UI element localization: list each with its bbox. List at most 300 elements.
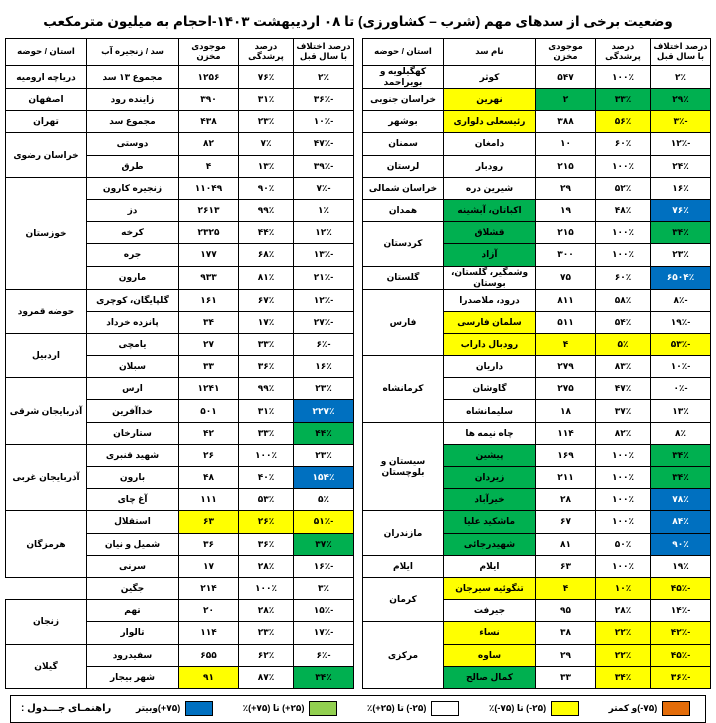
cell-diff-left: ۱۳٪ [651,400,711,422]
column-gap [354,356,363,378]
column-gap [354,111,363,133]
legend-swatch [551,701,579,716]
cell-province-left: ایلام [363,555,444,577]
column-gap [354,400,363,422]
legend-swatch [309,701,337,716]
cell-diff-left: -۱۹٪ [651,311,711,333]
cell-dam-right: بارون [87,467,179,489]
cell-dam-right: دوستی [87,133,179,155]
cell-diff-right: ۱۲٪ [294,222,354,244]
table-row [6,555,711,577]
table-row [6,622,711,644]
column-gap [354,266,363,289]
cell-dam-left: جیرفت [444,600,536,622]
table-row [6,644,711,666]
cell-diff-right: ۱۵۴٪ [294,467,354,489]
cell-volume-left: ۲ [536,89,596,111]
column-gap [354,422,363,444]
cell-fill-right: ۲۳٪ [239,111,294,133]
table-row [6,400,711,422]
cell-volume-left: ۳۸ [536,622,596,644]
cell-volume-left: ۱۱۴ [536,422,596,444]
cell-diff-right: -۶٪ [294,333,354,355]
cell-volume-right: ۱۱۴ [179,622,239,644]
cell-dam-left: سلیمانشاه [444,400,536,422]
cell-diff-left: ۳۴٪ [651,444,711,466]
col-diff-left: درصد اختلاف با سال قبل [651,39,711,66]
cell-volume-right: ۲۳۲۵ [179,222,239,244]
cell-province-left: فارس [363,289,444,356]
cell-diff-left: ۸٪ [651,422,711,444]
col-dam-left: نام سد [444,39,536,66]
cell-dam-right: یامچی [87,333,179,355]
cell-volume-right: ۲۶ [179,444,239,466]
legend-item [609,701,691,716]
cell-diff-left: -۴۵٪ [651,644,711,666]
cell-dam-left: تنگوئیه سیرجان [444,577,536,599]
cell-fill-right: ۱۰۰٪ [239,444,294,466]
cell-province-right: اصفهان [6,89,87,111]
cell-diff-right: ۲۳٪ [294,378,354,400]
cell-fill-left: ۱۰۰٪ [596,489,651,511]
cell-fill-left: ۱۰۰٪ [596,555,651,577]
cell-province-right: هرمزگان [6,511,87,578]
cell-diff-right: ۲٪ [294,66,354,89]
cell-dam-right: جگین [87,577,179,599]
cell-fill-right: ۲۳٪ [239,622,294,644]
cell-fill-right: ۲۸٪ [239,600,294,622]
cell-fill-right: ۳۳٪ [239,333,294,355]
cell-fill-right: ۹۹٪ [239,378,294,400]
cell-fill-right: ۱۷٪ [239,311,294,333]
cell-fill-left: ۳۳٪ [596,89,651,111]
cell-dam-left: نهرین [444,89,536,111]
cell-volume-right: ۱۶۱ [179,289,239,311]
cell-province-left: گلستان [363,266,444,289]
cell-diff-right: ۱۶٪ [294,356,354,378]
table-row [6,199,711,221]
cell-dam-right: جره [87,244,179,266]
cell-diff-left: ۶۵۰۴٪ [651,266,711,289]
cell-fill-right: ۴۰٪ [239,467,294,489]
table-row [6,155,711,177]
cell-dam-left: سلمان فارسی [444,311,536,333]
legend-label: (۲۵-) تا (۲۵+)٪ [366,703,427,714]
cell-dam-right: سبلان [87,356,179,378]
cell-diff-right: -۱۲٪ [294,289,354,311]
cell-province-left: کرمان [363,577,444,621]
cell-fill-right: ۳۶٪ [239,533,294,555]
cell-dam-left: ساوه [444,644,536,666]
col-province-right: استان / حوضه [6,39,87,66]
cell-dam-left: شهیدرجائی [444,533,536,555]
col-fill-right: درصد پرشدگی [239,39,294,66]
cell-fill-right: ۹۹٪ [239,199,294,221]
cell-diff-right: -۷٪ [294,177,354,199]
cell-province-left: سیستان و بلوچستان [363,422,444,511]
legend-item [136,701,213,716]
cell-volume-right: ۲۷ [179,333,239,355]
cell-volume-left: ۲۸ [536,489,596,511]
cell-fill-left: ۵۶٪ [596,111,651,133]
cell-volume-left: ۸۱۱ [536,289,596,311]
cell-diff-right: -۶٪ [294,644,354,666]
column-gap [354,311,363,333]
dam-status-table [5,38,711,689]
col-volume-right: موجودی مخزن [179,39,239,66]
cell-volume-left: ۵۱۱ [536,311,596,333]
cell-diff-right: -۱۶٪ [294,555,354,577]
column-gap [354,155,363,177]
column-gap [354,577,363,599]
cell-diff-right: -۵۱٪ [294,511,354,533]
cell-volume-left: ۳۳ [536,666,596,688]
cell-dam-left: رئیسعلی دلواری [444,111,536,133]
cell-fill-left: ۶۰٪ [596,266,651,289]
legend-item [243,701,338,716]
cell-fill-right: ۷٪ [239,133,294,155]
legend-swatch [662,701,690,716]
cell-dam-left: رودبار [444,155,536,177]
cell-fill-right: ۷۶٪ [239,66,294,89]
cell-volume-right: ۱۷۷ [179,244,239,266]
cell-volume-left: ۲۹ [536,644,596,666]
cell-volume-right: ۴۲ [179,422,239,444]
cell-diff-right: ۴۴٪ [294,422,354,444]
col-province-left: استان / حوضه [363,39,444,66]
cell-dam-left: دامغان [444,133,536,155]
column-gap [354,39,363,66]
cell-diff-right: ۲۲۷٪ [294,400,354,422]
cell-province-right: حوضه قمرود [6,289,87,333]
column-gap [354,644,363,666]
table-row [6,489,711,511]
cell-volume-left: ۱۶۹ [536,444,596,466]
cell-volume-right: ۹۳۳ [179,266,239,289]
cell-diff-left: -۳٪ [651,111,711,133]
cell-province-right: آذربایجان غربی [6,444,87,511]
cell-diff-right: ۳۷٪ [294,533,354,555]
cell-diff-left: -۵۳٪ [651,333,711,355]
cell-diff-left: ۱۹٪ [651,555,711,577]
table-row [6,266,711,289]
cell-fill-left: ۲۸٪ [596,600,651,622]
cell-volume-right: ۳۹۰ [179,89,239,111]
column-gap [354,600,363,622]
table-row [6,467,711,489]
cell-volume-right: ۳۳ [179,356,239,378]
cell-fill-left: ۲۲٪ [596,644,651,666]
col-volume-left: موجودی مخزن [536,39,596,66]
table-row [6,600,711,622]
cell-volume-left: ۶۳ [536,555,596,577]
cell-dam-right: طرق [87,155,179,177]
cell-diff-left: ۳۴٪ [651,222,711,244]
legend-items [121,701,705,716]
column-gap [354,555,363,577]
cell-diff-right: -۳۹٪ [294,155,354,177]
cell-dam-right: شهید قنبری [87,444,179,466]
cell-province-left: همدان [363,199,444,221]
cell-fill-right: ۳۶٪ [239,356,294,378]
cell-dam-left: کوثر [444,66,536,89]
cell-fill-right: ۳۱٪ [239,400,294,422]
cell-dam-right: زنجیره کارون [87,177,179,199]
cell-dam-left: گاوشان [444,378,536,400]
cell-volume-right: ۴۸ [179,467,239,489]
cell-volume-right: ۴ [179,155,239,177]
cell-fill-right: ۲۶٪ [239,511,294,533]
legend-swatch [185,701,213,716]
cell-dam-right: ستارخان [87,422,179,444]
cell-dam-right: مجموع ۱۳ سد [87,66,179,89]
column-gap [354,89,363,111]
cell-fill-left: ۲۲٪ [596,622,651,644]
cell-province-left: لرستان [363,155,444,177]
cell-dam-left: زیردان [444,467,536,489]
cell-fill-right: ۳۱٪ [239,89,294,111]
cell-diff-left: -۳۶٪ [651,666,711,688]
cell-fill-left: ۸۳٪ [596,356,651,378]
cell-dam-right: ارس [87,378,179,400]
cell-fill-left: ۴۸٪ [596,199,651,221]
table-row [6,133,711,155]
cell-diff-left: ۸۴٪ [651,511,711,533]
cell-fill-right: ۵۳٪ [239,489,294,511]
cell-dam-right: سرنی [87,555,179,577]
cell-volume-left: ۲۱۱ [536,467,596,489]
cell-province-right: آذربایجان شرقی [6,378,87,445]
legend-title: راهنمـای جـــدول : [21,703,112,715]
table-body [6,66,711,689]
cell-diff-right: ۳۴٪ [294,666,354,688]
table-row [6,378,711,400]
cell-diff-left: ۳۴٪ [651,467,711,489]
cell-volume-left: ۹۵ [536,600,596,622]
cell-dam-left: ماشکید علیا [444,511,536,533]
header-row [6,39,711,66]
cell-volume-left: ۱۰ [536,133,596,155]
cell-volume-right: ۴۳۸ [179,111,239,133]
col-diff-right: درصد اختلاف با سال قبل [294,39,354,66]
cell-volume-right: ۲۱۴ [179,577,239,599]
cell-fill-left: ۱۰۰٪ [596,66,651,89]
cell-fill-left: ۴۷٪ [596,378,651,400]
cell-dam-right: مجموع سد [87,111,179,133]
cell-diff-left: ۲۴٪ [651,155,711,177]
cell-fill-left: ۵۸٪ [596,289,651,311]
legend-swatch [431,701,459,716]
cell-province-left: مازندران [363,511,444,555]
cell-dam-right: دز [87,199,179,221]
cell-diff-right: -۱۷٪ [294,622,354,644]
cell-fill-right: ۱۰۰٪ [239,577,294,599]
cell-province-left: خراسان شمالی [363,177,444,199]
table-row [6,311,711,333]
cell-diff-right: -۱۰٪ [294,111,354,133]
cell-volume-left: ۲۱۵ [536,222,596,244]
table-row [6,666,711,688]
column-gap [354,467,363,489]
cell-diff-right: -۴۷٪ [294,133,354,155]
cell-diff-right: ۲۳٪ [294,444,354,466]
cell-fill-right: ۸۱٪ [239,266,294,289]
column-gap [354,222,363,244]
cell-diff-left: -۴۵٪ [651,577,711,599]
col-fill-left: درصد پرشدگی [596,39,651,66]
cell-volume-right: ۶۵۵ [179,644,239,666]
cell-diff-left: -۰٪ [651,378,711,400]
cell-dam-left: چاه نیمه ها [444,422,536,444]
legend-item [489,701,579,716]
legend-label: (۷۵+)وبیتر [136,703,181,714]
cell-diff-left: -۱۰٪ [651,356,711,378]
cell-diff-left: ۱۶٪ [651,177,711,199]
cell-diff-right: -۱۳٪ [294,244,354,266]
table-row [6,66,711,89]
cell-province-left: کهگیلویه و بویراحمد [363,66,444,89]
cell-volume-left: ۲۹ [536,177,596,199]
cell-dam-left: آزاد [444,244,536,266]
cell-fill-right: ۹۰٪ [239,177,294,199]
column-gap [354,622,363,644]
cell-diff-right: ۳٪ [294,577,354,599]
cell-volume-right: ۱۷ [179,555,239,577]
cell-diff-right: -۱۵٪ [294,600,354,622]
column-gap [354,199,363,221]
cell-dam-right: گلپایگان، کوچری [87,289,179,311]
cell-dam-left: داریان [444,356,536,378]
cell-province-right: اردبیل [6,333,87,377]
cell-diff-left: -۸٪ [651,289,711,311]
cell-dam-right: مارون [87,266,179,289]
cell-dam-right: شمیل و نیان [87,533,179,555]
cell-fill-left: ۵۲٪ [596,177,651,199]
cell-dam-left: درود، ملاصدرا [444,289,536,311]
cell-province-right: زنجان [6,600,87,644]
cell-diff-left: -۱۲٪ [651,133,711,155]
cell-diff-left: ۲٪ [651,66,711,89]
cell-diff-right: -۳۶٪ [294,89,354,111]
legend-label: (۷۵-)و کمتر [608,703,658,714]
cell-dam-left: ایلام [444,555,536,577]
column-gap [354,289,363,311]
legend-label: (۲۵+) تا (۷۵+)٪ [242,703,305,714]
cell-fill-right: ۴۴٪ [239,222,294,244]
cell-province-left: کردستان [363,222,444,266]
cell-fill-left: ۳۴٪ [596,666,651,688]
table-row [6,89,711,111]
cell-volume-left: ۲۱۵ [536,155,596,177]
cell-fill-left: ۱۰۰٪ [596,155,651,177]
cell-volume-right: ۱۱۰۴۹ [179,177,239,199]
cell-dam-right: استقلال [87,511,179,533]
cell-fill-right: ۶۲٪ [239,644,294,666]
cell-volume-left: ۴ [536,333,596,355]
cell-volume-left: ۳۸۸ [536,111,596,133]
cell-province-right: گیلان [6,644,87,688]
cell-province-left: بوشهر [363,111,444,133]
cell-fill-right: ۶۷٪ [239,289,294,311]
cell-diff-left: -۴۲٪ [651,622,711,644]
cell-fill-left: ۱۰۰٪ [596,244,651,266]
column-gap [354,66,363,89]
cell-fill-left: ۸۲٪ [596,422,651,444]
cell-diff-left: ۲۳٪ [651,244,711,266]
page-title: وضعیت برخی از سدهای مهم (شرب – کشاورزی) تا ۰۸ اردیبهشت ۱۴۰۳-احجام به میلیون مترمکعب [43,14,673,29]
cell-dam-right: کرخه [87,222,179,244]
cell-fill-left: ۱۰۰٪ [596,467,651,489]
column-gap [354,444,363,466]
cell-volume-left: ۲۷۹ [536,356,596,378]
table-row [6,244,711,266]
table-header [6,39,711,66]
cell-province-right: دریاچه ارومیه [6,66,87,89]
table-row [6,511,711,533]
cell-volume-right: ۱۱۱ [179,489,239,511]
cell-fill-right: ۲۸٪ [239,555,294,577]
tables-container [10,38,706,689]
cell-volume-left: ۶۷ [536,511,596,533]
cell-dam-left: اکباتان، آبشینه [444,199,536,221]
cell-volume-right: ۲۰ [179,600,239,622]
cell-dam-left: وشمگیر، گلستان، بوستان [444,266,536,289]
cell-fill-left: ۵٪ [596,333,651,355]
column-gap [354,666,363,688]
column-gap [354,333,363,355]
cell-province-left: کرمانشاه [363,356,444,423]
cell-dam-right: شهر بیجار [87,666,179,688]
column-gap [354,177,363,199]
table-row [6,289,711,311]
table-row [6,422,711,444]
cell-fill-left: ۶۰٪ [596,133,651,155]
cell-diff-left: ۹۰٪ [651,533,711,555]
legend [10,695,706,723]
cell-province-left: سمنان [363,133,444,155]
cell-diff-right: ۵٪ [294,489,354,511]
cell-volume-right: ۳۶ [179,533,239,555]
cell-volume-left: ۲۷۵ [536,378,596,400]
cell-fill-right: ۶۸٪ [239,244,294,266]
cell-fill-left: ۱۰٪ [596,577,651,599]
table-row [6,222,711,244]
cell-dam-right: آغ چای [87,489,179,511]
column-gap [354,244,363,266]
cell-dam-right: تالوار [87,622,179,644]
cell-volume-right: ۹۱ [179,666,239,688]
cell-dam-right: خداآفرین [87,400,179,422]
cell-dam-left: رودبال داراب [444,333,536,355]
table-row [6,177,711,199]
cell-fill-right: ۸۷٪ [239,666,294,688]
cell-fill-left: ۱۰۰٪ [596,511,651,533]
cell-volume-left: ۵۴۷ [536,66,596,89]
cell-diff-right: -۲۷٪ [294,311,354,333]
column-gap [354,511,363,533]
cell-volume-right: ۱۲۵۶ [179,66,239,89]
cell-dam-right: سفیدرود [87,644,179,666]
column-gap [354,133,363,155]
cell-diff-left: -۱۴٪ [651,600,711,622]
legend-item [367,701,460,716]
cell-volume-left: ۴ [536,577,596,599]
cell-dam-left: خیرآباد [444,489,536,511]
column-gap [354,378,363,400]
col-dam-right: سد / زنجیره آب [87,39,179,66]
cell-fill-left: ۵۰٪ [596,533,651,555]
cell-dam-left: پیشین [444,444,536,466]
